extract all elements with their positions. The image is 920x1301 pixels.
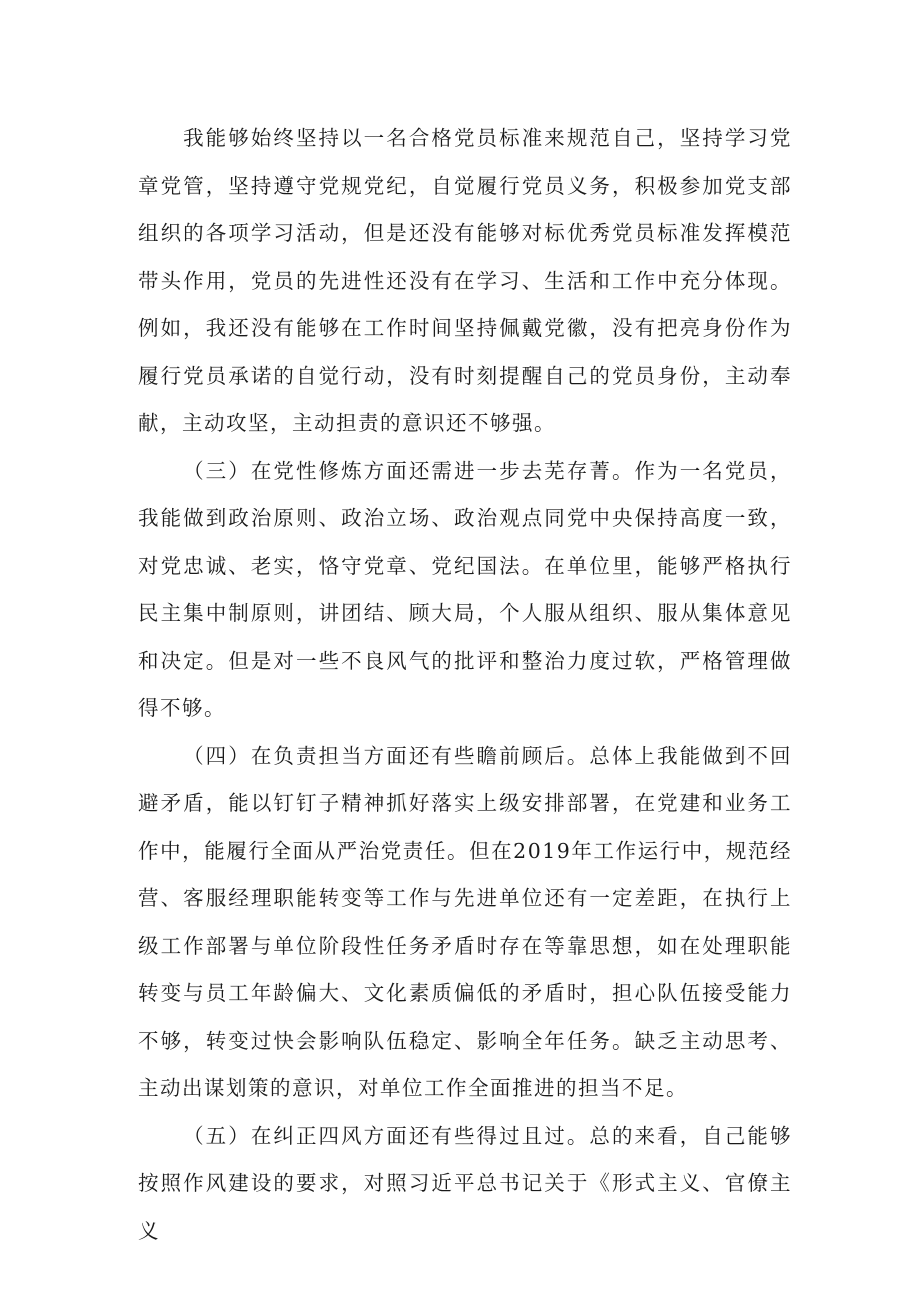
document-body bbox=[138, 115, 792, 1255]
paragraph-party-spirit: （三）在党性修炼方面还需进一步去芜存菁。作为一名党员，我能做到政治原则、政治立场、政治观点同党中央保持高度一致，对党忠诚、老实，恪守党章、党纪国法。在单位里，能够严格执行民主集中制原则，讲团结、顾大局，个人服从组织、服从集体意见和决定。但是对一些不良风气的批评和整治力度过软，严格管理做得不够。 bbox=[138, 458, 792, 720]
paragraph-responsibility: （四）在负责担当方面还有些瞻前顾后。总体上我能做到不回避矛盾，能以钉钉子精神抓好落实上级安排部署，在党建和业务工作中，能履行全面从严治党责任。但在2019年工作运行中，规范经营、客服经理职能转变等工作与先进单位还有一定差距，在执行上级工作部署与单位阶段性任务矛盾时存在等靠思想，如在处理职能转变与员工年龄偏大、文化素质偏低的矛盾时，担心队伍接受能力不够，转变过快会影响队伍稳定、影响全年任务。缺乏主动思考、主动出谋划策的意识，对单位工作全面推进的担当不足。 bbox=[138, 743, 792, 1100]
paragraph-four-winds: （五）在纠正四风方面还有些得过且过。总的来看，自己能够按照作风建设的要求，对照习近平总书记关于《形式主义、官僚主义 bbox=[138, 1123, 792, 1243]
paragraph-party-member-standard: 我能够始终坚持以一名合格党员标准来规范自己，坚持学习党章党管，坚持遵守党规党纪，自觉履行党员义务，积极参加党支部组织的各项学习活动，但是还没有能够对标优秀党员标准发挥模范带头作用，党员的先进性还没有在学习、生活和工作中充分体现。例如，我还没有能够在工作时间坚持佩戴党徽，没有把亮身份作为履行党员承诺的自觉行动，没有时刻提醒自己的党员身份，主动奉献，主动攻坚，主动担责的意识还不够强。 bbox=[138, 126, 792, 435]
